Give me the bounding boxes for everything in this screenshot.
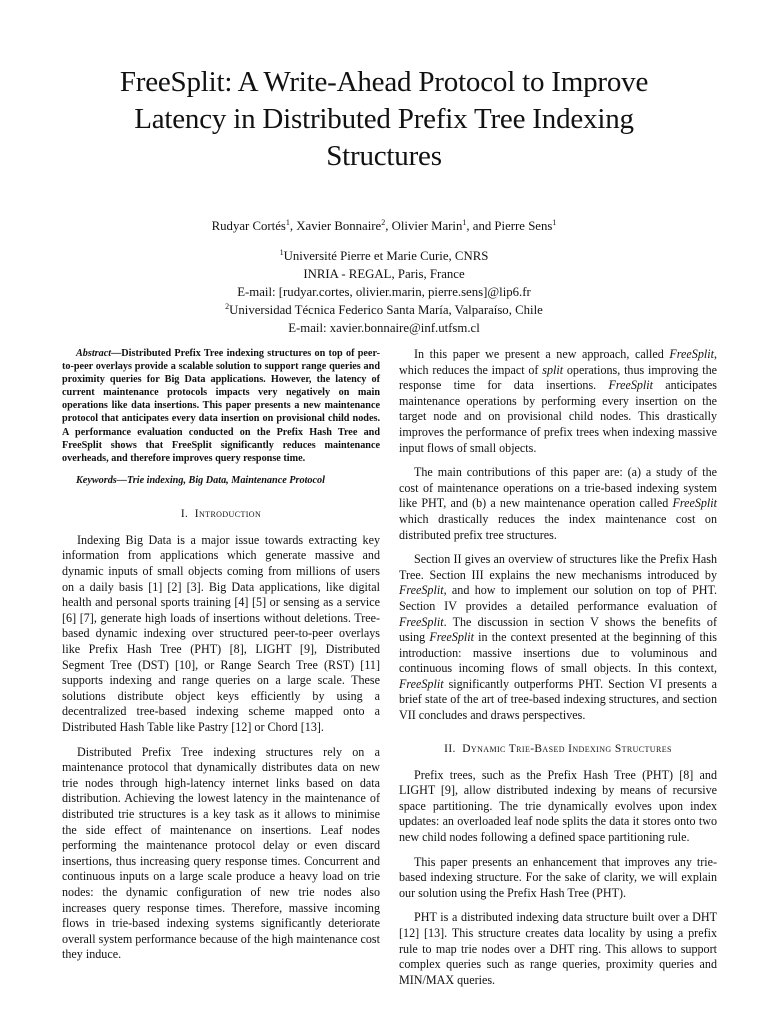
author-name: , Olivier Marin [385, 219, 463, 233]
keywords: Keywords—Trie indexing, Big Data, Maintenance Protocol [76, 474, 325, 486]
freesplit-term: FreeSplit [399, 676, 444, 691]
paper-title [40, 64, 728, 175]
right-column [399, 347, 717, 997]
author-name: , Xavier Bonnaire [289, 219, 382, 233]
section-heading-dynamic-trie [399, 742, 717, 756]
freesplit-term: FreeSplit [608, 378, 653, 393]
affiliation-2: $^2$Universidad Técnica Federico Santa María, Valparaíso, Chile [225, 302, 543, 317]
affiliation-1-email: E-mail: [rudyar.cortes, olivier.marin, pierre.sens]@lip6.fr [237, 285, 531, 299]
section-title: Introduction [194, 507, 262, 520]
affiliation-mark: 2 [225, 302, 230, 311]
paragraph: In this paper we present a new approach, called FreeSplit, which reduces the impact of split operations, thus improving the response time for data insertions. FreeSplit anticipates maintenance operations by performing every insertion on the target node and on provisional child nodes. This drastically improves the performance of prefix trees when indexing massive input flows of small objects. [399, 347, 717, 455]
paragraph: The main contributions of this paper are: (a) a study of the cost of maintenance operations on a trie-based indexing system like PHT, and (b) a new maintenance operation called FreeSplit which drastically reduces the index maintenance cost on distributed prefix tree structures. [399, 465, 717, 542]
freesplit-term: FreeSplit [672, 496, 717, 511]
affiliation-1-location: INRIA - REGAL, Paris, France [303, 267, 465, 281]
affiliation-2-email: E-mail: xavier.bonnaire@inf.utfsm.cl [288, 321, 480, 335]
section-heading-introduction [62, 507, 380, 521]
author-affiliation-mark: 1 [552, 218, 557, 227]
paragraph: PHT is a distributed indexing data structure built over a DHT [12] [13]. This structure creates data locality by using a prefix rule to map trie nodes over a DHT ring. This allows to support complex queries such as range queries, proximity queries and MIN/MAX queries. [399, 910, 717, 987]
abstract [62, 347, 380, 465]
affiliations [40, 247, 728, 337]
title-line-1: FreeSplit: A Write-Ahead Protocol to Improve [119, 66, 649, 98]
author-affiliation-mark: 2 [381, 218, 386, 227]
abstract-lead: Abstract [76, 348, 112, 359]
abstract-text: —Distributed Prefix Tree indexing structures on top of peer-to-peer overlays provide a scalable solution to support range queries and proximity queries for Big Data applications. However, the latency of current maintenance protocols impacts very negatively on main operations like data insertions. This paper presents a new maintenance protocol that anticipates every data insertion on provisional child nodes. A performance evaluation conducted on the Prefix Hash Tree and FreeSplit shows that FreeSplit significantly reduces maintenance overheads, and therefore improves query response time. [62, 348, 380, 464]
title-line-3: Structures [326, 140, 442, 172]
split-term: split [542, 362, 564, 377]
author-name: Rudyar Cortés [211, 219, 286, 233]
freesplit-term: FreeSplit [669, 347, 714, 361]
author-list [40, 218, 728, 234]
title-line-2: Latency in Distributed Prefix Tree Indexing [134, 103, 634, 135]
paragraph: Prefix trees, such as the Prefix Hash Tree (PHT) [8] and LIGHT [9], allow distributed indexing by means of recursive space partitioning. The trie dynamically evolves upon index updates: an overloaded leaf node splits the data it stores onto two new child nodes following a defined space partitioning rule. [399, 767, 717, 845]
author-affiliation-mark: 1 [285, 218, 290, 227]
section-number: II. [444, 742, 456, 755]
paragraph: This paper presents an enhancement that improves any trie-based indexing structure. For the sake of clarity, we will explain our solution using the Prefix Hash Tree (PHT). [399, 854, 717, 900]
affiliation-mark: 1 [279, 248, 284, 257]
paragraph: Distributed Prefix Tree indexing structures rely on a maintenance protocol that dynamically distributes data on new trie nodes through high-latency internet links based on data distribution. Achieving the lowest latency in the maintenance of distributed trie structures is a key task as it allows to minimise the side effect of maintenance on insertions. Leaf nodes performing the maintenance protocol delay or even discard insertions, thus increasing query response times. Concurrent and continuous inputs on a large scale produce a heavy load on trie nodes: the dynamic configuration of new trie nodes also increases query response times. Therefore, massive incoming flows in trie-based indexing systems significantly deteriorate overall system performance because of the high maintenance cost they induce. [62, 744, 380, 962]
left-column [62, 347, 380, 972]
affiliation-1: $^1$Université Pierre et Marie Curie, CNRS [279, 248, 489, 263]
freesplit-term: FreeSplit [399, 583, 444, 598]
author-affiliation-mark: 1 [462, 218, 467, 227]
freesplit-term: FreeSplit [399, 614, 444, 629]
paragraph: Section II gives an overview of structures like the Prefix Hash Tree. Section III explains the new mechanisms introduced by FreeSplit, and how to implement our solution on top of PHT. Section IV provides a detailed performance evaluation of FreeSplit. The discussion in section V shows the benefits of using FreeSplit in the context presented at the beginning of this introduction: massive insertions due to voluminous and continuous incoming flows of small objects. In this context, FreeSplit significantly outperforms PHT. Section VI presents a brief state of the art of tree-based indexing structures, and section VII concludes and draws perspectives. [399, 552, 718, 723]
paragraph: Indexing Big Data is a major issue towards extracting key information from applications which generate massive and dynamic inputs of small objects coming from millions of users on a daily basis [1] [2] [3]. Big Data applications, like digital health and personal sports training [4] [5] or sensing as a service [6] [7], generate high loads of insertions without deletions. Tree-based dynamic indexing over structured peer-to-peer overlays like Prefix Hash Tree (PHT) [8], LIGHT [9], Distributed Segment Tree (DST) [10], or Range Search Tree (RST) [11] supports indexing and range queries on a large scale. These solutions distribute object keys efficiently by using a decentralized tree-based indexing scheme mapped onto a Distributed Hash Table like Pastry [12] or Chord [13]. [62, 532, 380, 734]
freesplit-term: FreeSplit [429, 630, 474, 645]
section-title: Dynamic Trie-Based Indexing Structures [462, 742, 672, 755]
author-name: , and Pierre Sens [466, 219, 553, 233]
section-number: I. [180, 507, 189, 520]
